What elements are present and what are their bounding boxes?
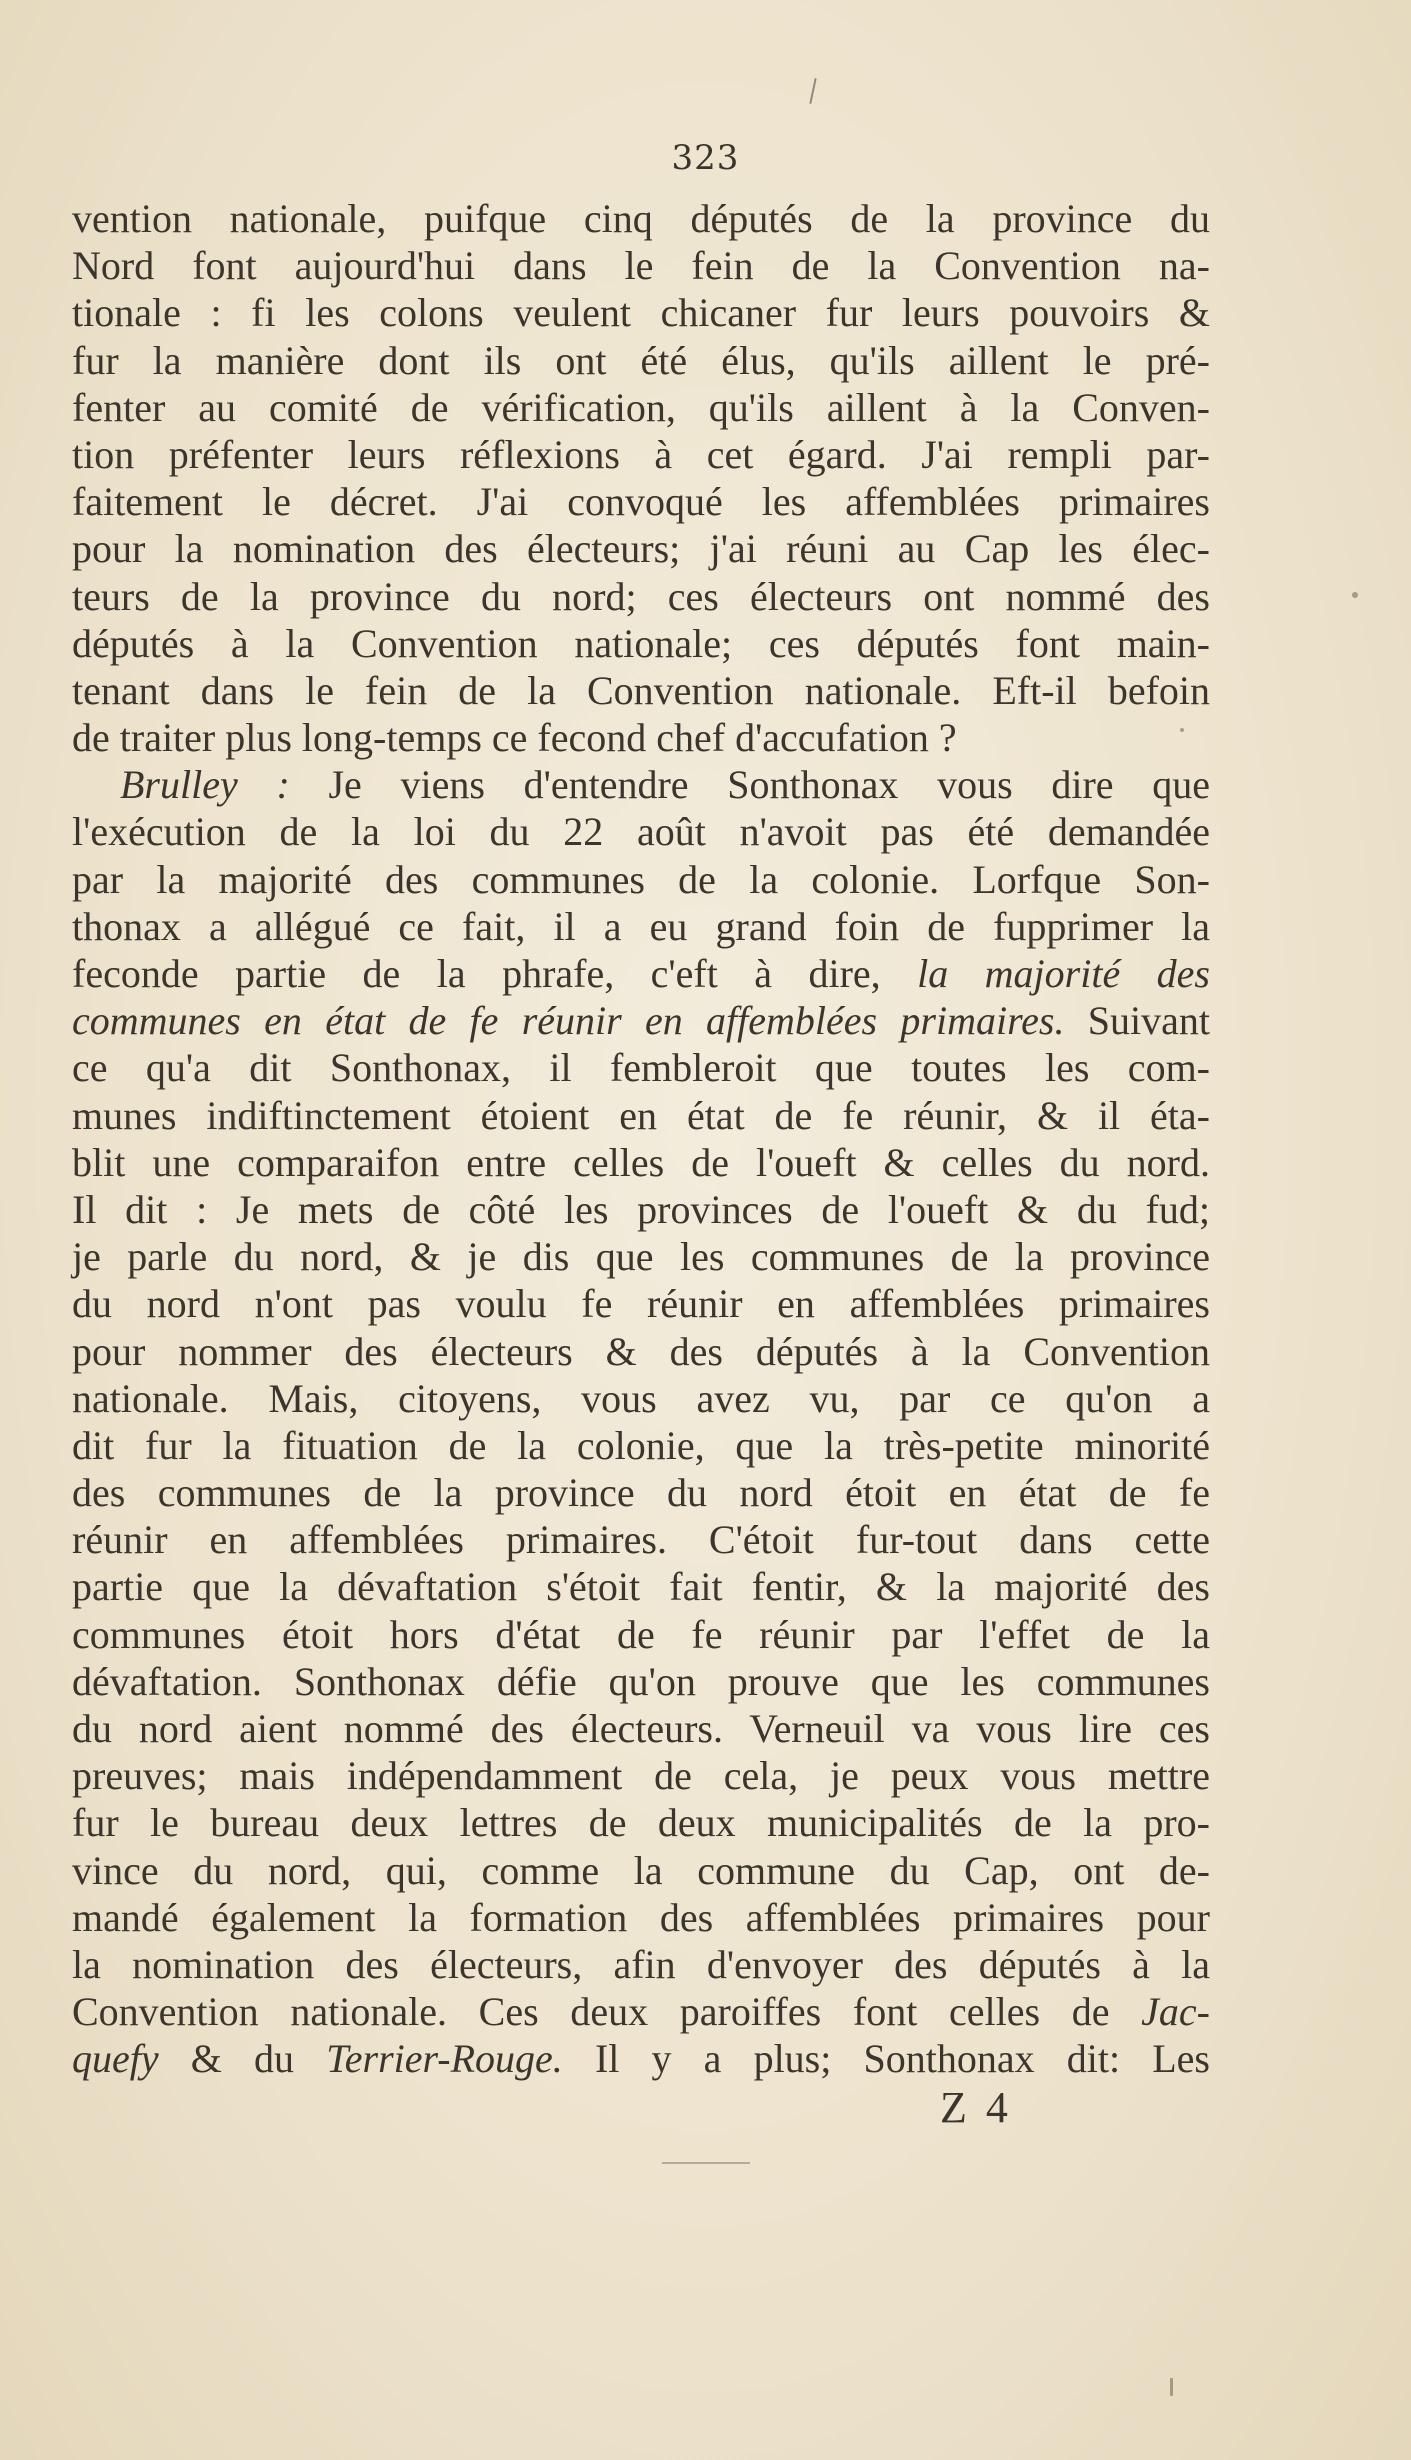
text-segment: tionale : fi les colons veulent chicaner fur leurs pouvoirs & (72, 290, 1210, 336)
text-segment: la nomination des électeurs, afin d'envoyer des députés à la (72, 1941, 1210, 1987)
italic-text: Terrier-Rouge. (326, 2036, 563, 2082)
text-segment: ce qu'a dit Sonthonax, il fembleroit que toutes les com- (72, 1045, 1210, 1091)
ink-line (662, 2162, 750, 2164)
text-segment: Suivant (1064, 998, 1210, 1044)
text-line (72, 761, 1210, 808)
text-line (72, 1280, 1210, 1327)
text-segment: dit fur la fituation de la colonie, que la très-petite minorité (72, 1422, 1210, 1468)
text-segment: du nord aient nommé des électeurs. Verneuil va vous lire ces (72, 1706, 1210, 1751)
text-line (72, 1894, 1210, 1941)
text-segment: fenter au comité de vérification, qu'ils aillent à la Conven- (72, 384, 1210, 430)
text-line (72, 289, 1210, 336)
text-line (72, 1469, 1210, 1516)
text-segment: des communes de la province du nord étoit en état de fe (72, 1470, 1210, 1516)
text-line (72, 1092, 1210, 1139)
text-segment: tion préfenter leurs réflexions à cet égard. J'ai rempli par- (72, 431, 1210, 477)
text-segment: de traiter plus long-temps ce fecond chef d'accufation ? (72, 715, 957, 761)
text-segment: fur la manière dont ils ont été élus, qu'ils aillent le pré- (72, 337, 1210, 383)
text-line (72, 525, 1210, 572)
text-segment: Je viens d'entendre Sonthonax vous dire que (328, 762, 1210, 808)
italic-text: Brulley : (120, 762, 329, 808)
text-segment: partie que la dévaftation s'étoit fait fentir, & la majorité des (72, 1564, 1210, 1610)
italic-text: quefy (72, 2036, 159, 2082)
text-line (72, 620, 1210, 667)
text-segment: teurs de la province du nord; ces électeurs ont nommé des (72, 573, 1210, 619)
text-segment: vention nationale, puifque cinq députés de la province du (72, 196, 1210, 241)
text-line (72, 1847, 1210, 1894)
text-line (72, 2035, 1210, 2082)
text-line (72, 1328, 1210, 1375)
text-line (72, 242, 1210, 289)
text-segment: munes indiftinctement étoient en état de fe réunir, & il éta- (72, 1092, 1210, 1138)
italic-text: communes en état de fe réunir en affemblées primaires. (72, 998, 1065, 1044)
paper-speck (1170, 2378, 1173, 2396)
text-segment: fur le bureau deux lettres de deux municipalités de la pro- (72, 1800, 1210, 1846)
text-segment: Convention nationale. Ces deux paroiffes font celles de (72, 1989, 1142, 2035)
text-line (72, 431, 1210, 478)
text-line (72, 1044, 1210, 1091)
italic-text: Jac- (1141, 1989, 1210, 2035)
text-line (72, 337, 1210, 384)
text-segment: thonax a allégué ce fait, il a eu grand foin de fupprimer la (72, 903, 1210, 949)
text-line (72, 478, 1210, 525)
text-segment: l'exécution de la loi du 22 août n'avoit pas été demandée (72, 809, 1210, 855)
text-segment: & du (158, 2036, 327, 2082)
text-segment: je parle du nord, & je dis que les communes de la province (72, 1234, 1210, 1280)
text-line (72, 714, 1210, 761)
text-line (72, 1988, 1210, 2035)
text-line (72, 384, 1210, 431)
text-line (72, 808, 1210, 855)
text-segment: blit une comparaifon entre celles de l'oueft & celles du nord. (72, 1139, 1210, 1185)
text-line (72, 1516, 1210, 1563)
body-text (72, 195, 1210, 2083)
text-segment: feconde partie de la phrafe, c'eft à dire, (72, 951, 918, 996)
text-segment: nationale. Mais, citoyens, vous avez vu, par ce qu'on a (72, 1375, 1210, 1421)
paper-speck (1352, 592, 1358, 598)
text-line (72, 1422, 1210, 1469)
text-segment: communes étoit hors d'état de fe réunir par l'effet de la (72, 1611, 1210, 1657)
text-segment: par la majorité des communes de la colonie. Lorfque Son- (72, 856, 1210, 902)
text-line (72, 1563, 1210, 1610)
text-line (72, 1233, 1210, 1280)
text-segment: du nord n'ont pas voulu fe réunir en affemblées primaires (72, 1281, 1210, 1327)
text-segment: Nord font aujourd'hui dans le fein de la Convention na- (72, 243, 1210, 289)
text-segment: pour nommer des électeurs & des députés à la Convention (72, 1328, 1210, 1374)
text-line (72, 1375, 1210, 1422)
text-segment: vince du nord, qui, comme la commune du Cap, ont de- (72, 1847, 1210, 1893)
text-line (72, 997, 1210, 1044)
text-line (72, 195, 1210, 242)
text-line (72, 1658, 1210, 1705)
text-segment: dévaftation. Sonthonax défie qu'on prouve que les communes (72, 1658, 1210, 1704)
text-line (72, 1186, 1210, 1233)
text-segment: tenant dans le fein de la Convention nationale. Eft-il befoin (72, 667, 1210, 713)
italic-text: la majorité des (917, 951, 1210, 996)
text-line (72, 903, 1210, 950)
signature-mark: Z 4 (940, 2083, 1012, 2132)
text-line (72, 667, 1210, 714)
page-number: 323 (671, 138, 740, 178)
text-line (72, 950, 1210, 997)
pencil-mark (809, 78, 816, 104)
text-line (72, 1705, 1210, 1752)
text-segment: faitement le décret. J'ai convoqué les affemblées primaires (72, 479, 1210, 525)
text-segment: Il y a plus; Sonthonax dit: Les (562, 2036, 1211, 2082)
text-line (72, 573, 1210, 620)
paper-speck (1180, 728, 1184, 732)
text-line (72, 1799, 1210, 1846)
text-line (72, 1139, 1210, 1186)
text-segment: pour la nomination des électeurs; j'ai réuni au Cap les élec- (72, 526, 1210, 572)
text-segment: mandé également la formation des affemblées primaires pour (72, 1894, 1210, 1940)
text-line (72, 856, 1210, 903)
text-line (72, 1941, 1210, 1988)
text-segment: preuves; mais indépendamment de cela, je peux vous mettre (72, 1753, 1210, 1799)
text-line (72, 1611, 1210, 1658)
text-segment: Il dit : Je mets de côté les provinces de l'oueft & du fud; (72, 1186, 1210, 1232)
text-segment: réunir en affemblées primaires. C'étoit fur-tout dans cette (72, 1517, 1210, 1563)
text-line (72, 1752, 1210, 1799)
text-segment: députés à la Convention nationale; ces députés font main- (72, 620, 1210, 666)
